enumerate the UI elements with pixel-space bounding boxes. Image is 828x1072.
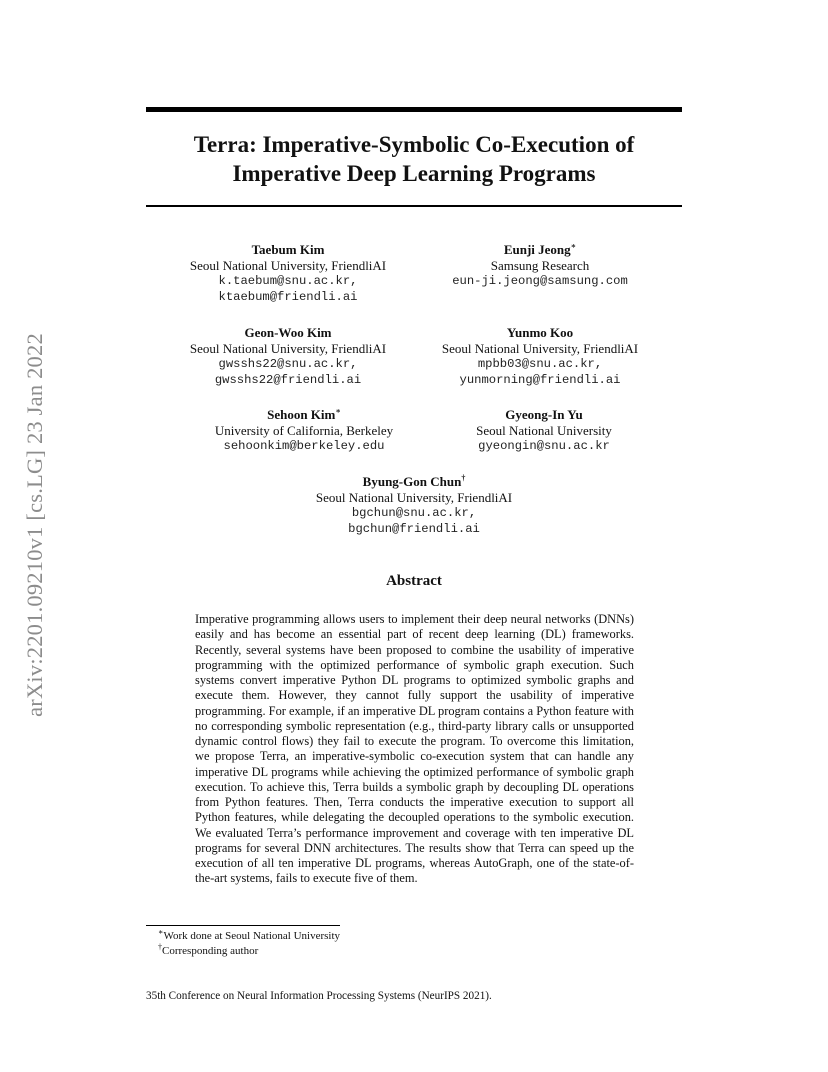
footnote-text: Corresponding author <box>162 945 259 957</box>
footnote <box>158 929 340 943</box>
author-name: Geon-Woo Kim <box>244 325 332 340</box>
title-rule-top <box>146 107 682 112</box>
title-line-1: Terra: Imperative-Symbolic Co-Execution of <box>193 132 635 157</box>
arxiv-identifier-text: arXiv:2201.09210v1 [cs.LG] 23 Jan 2022 <box>22 333 47 717</box>
title-line-2: Imperative Deep Learning Programs <box>232 161 596 186</box>
abstract-heading: Abstract <box>386 573 442 589</box>
author-email[interactable]: ktaebum@friendli.ai <box>218 289 358 304</box>
abstract-body: Imperative programming allows users to implement their deep neural networks (DNNs) easily and has become an essential part of recent deep learning (DL) frameworks. Recently, several systems have been proposed to combine the usability of imperative programming with the optimized performance of symbolic graph execution. Such systems convert imperative Python DL programs to optimized symbolic graphs and execute them. However, they cannot fully support the usability of imperative programming. For example, if an imperative DL program contains a Python feature with no corresponding symbolic representation (e.g., third-party library calls or unsupported dynamic control flows) they fail to execute the program. To overcome this limitation, we propose Terra, an imperative-symbolic co-execution system that can handle any imperative DL programs while achieving the optimized performance of symbolic graph execution. To achieve this, Terra builds a symbolic graph by decoupling DL operations from Python features. Then, Terra conducts the imperative execution to support all Python features, while delegating the decoupled operations to the symbolic execution. We evaluated Terra’s performance improvement and coverage with ten imperative DL programs for several DNN architectures. The results show that Terra can speed up the execution of all ten imperative DL programs, whereas AutoGraph, one of the state-of-the-art systems, fails to execute five of them. <box>195 612 634 886</box>
author-email[interactable]: bgchun@snu.ac.kr, <box>351 506 477 520</box>
author-email[interactable]: yunmorning@friendli.ai <box>459 372 621 387</box>
footnote-mark: † <box>158 942 162 952</box>
footnote-mark: ∗ <box>158 927 164 937</box>
author-block <box>394 407 694 455</box>
footnote-rule <box>146 925 340 926</box>
author-name: Gyeong-In Yu <box>505 407 583 422</box>
author-email[interactable]: sehoonkim@berkeley.edu <box>223 439 385 453</box>
author-name: Eunji Jeong <box>503 242 571 257</box>
author-email[interactable]: gyeongin@snu.ac.kr <box>478 439 610 453</box>
author-block <box>390 325 690 388</box>
conference-note: 35th Conference on Neural Information Processing Systems (NeurIPS 2021). <box>146 990 492 1002</box>
author-name: Sehoon Kim <box>267 407 336 422</box>
footnote <box>158 944 258 958</box>
author-block <box>264 474 564 537</box>
footnote-text: Work done at Seoul National University <box>163 930 341 942</box>
author-affiliation: Samsung Research <box>490 258 590 273</box>
title-rule-bottom <box>146 205 682 207</box>
author-affiliation: Seoul National University, FriendliAI <box>189 258 387 273</box>
paper-title <box>146 130 682 188</box>
author-block <box>390 242 690 290</box>
author-email[interactable]: mpbb03@snu.ac.kr, <box>477 357 603 371</box>
author-affiliation: Seoul National University, FriendliAI <box>315 490 513 505</box>
author-affiliation: University of California, Berkeley <box>214 423 394 438</box>
author-email[interactable]: k.taebum@snu.ac.kr, <box>218 274 358 288</box>
author-affiliation: Seoul National University, FriendliAI <box>189 341 387 356</box>
author-email[interactable]: bgchun@friendli.ai <box>348 521 480 536</box>
author-affiliation: Seoul National University, FriendliAI <box>441 341 639 356</box>
author-name: Byung-Gon Chun <box>362 474 462 489</box>
footnote-mark: ∗ <box>570 241 577 251</box>
author-email[interactable]: gwsshs22@snu.ac.kr, <box>218 357 358 371</box>
author-email[interactable]: eun-ji.jeong@samsung.com <box>452 274 628 288</box>
author-affiliation: Seoul National University <box>476 423 612 438</box>
author-name: Taebum Kim <box>251 242 325 257</box>
footnote-mark: † <box>461 473 466 483</box>
author-name: Yunmo Koo <box>506 325 574 340</box>
author-email[interactable]: gwsshs22@friendli.ai <box>214 372 362 387</box>
footnote-mark: ∗ <box>335 406 341 416</box>
